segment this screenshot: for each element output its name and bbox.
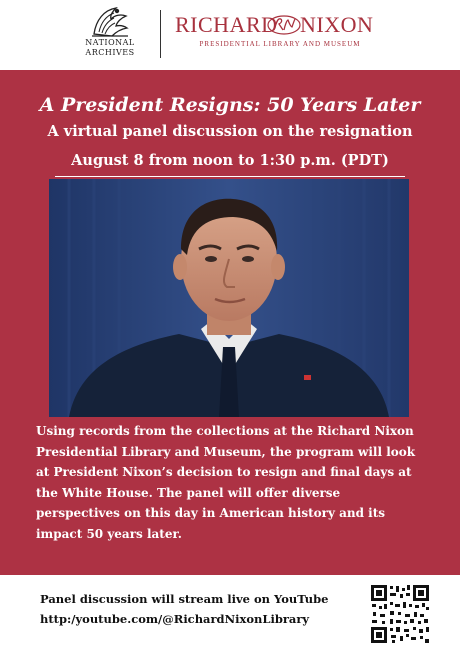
event-title: A President Resigns: 50 Years Later (39, 94, 421, 116)
portrait-illustration (49, 179, 409, 417)
nixon-library-subtitle: PRESIDENTIAL LIBRARY AND MUSEUM (199, 40, 361, 48)
event-panel (0, 70, 460, 575)
national-archives-line1: NATIONAL (85, 38, 135, 47)
nixon-library-logo[interactable] (170, 12, 390, 62)
header (0, 0, 460, 70)
footer (0, 575, 460, 650)
national-archives-logo[interactable] (70, 4, 150, 66)
youtube-link[interactable]: http:/youtube.com/@RichardNixonLibrary (40, 612, 310, 626)
qr-code-icon[interactable] (370, 584, 430, 644)
event-date: August 8 from noon to 1:30 p.m. (PDT) (71, 152, 389, 169)
event-subtitle: A virtual panel discussion on the resignation (47, 123, 413, 140)
nixon-wordmark-nixon: NIXON (300, 12, 374, 37)
national-archives-wordmark (70, 38, 150, 58)
event-description: Using records from the collections at the Richard Nixon Presidential Library and Museum, the program will look at President Nixon’s decision to resign and final days at the White House. The panel will offer diverse perspectives on this day in American history and its impact 50 years later. (36, 424, 416, 541)
stream-notice: Panel discussion will stream live on YouTube (40, 592, 329, 606)
eagle-logo-icon (90, 4, 130, 38)
rn-monogram-icon (267, 14, 301, 36)
president-nixon-portrait (49, 179, 409, 417)
nixon-wordmark-richard: RICHARD (175, 12, 278, 37)
nixon-wordmark (170, 12, 390, 40)
title-rule (55, 176, 405, 177)
logo-divider (160, 10, 161, 58)
national-archives-line2: ARCHIVES (85, 48, 135, 57)
